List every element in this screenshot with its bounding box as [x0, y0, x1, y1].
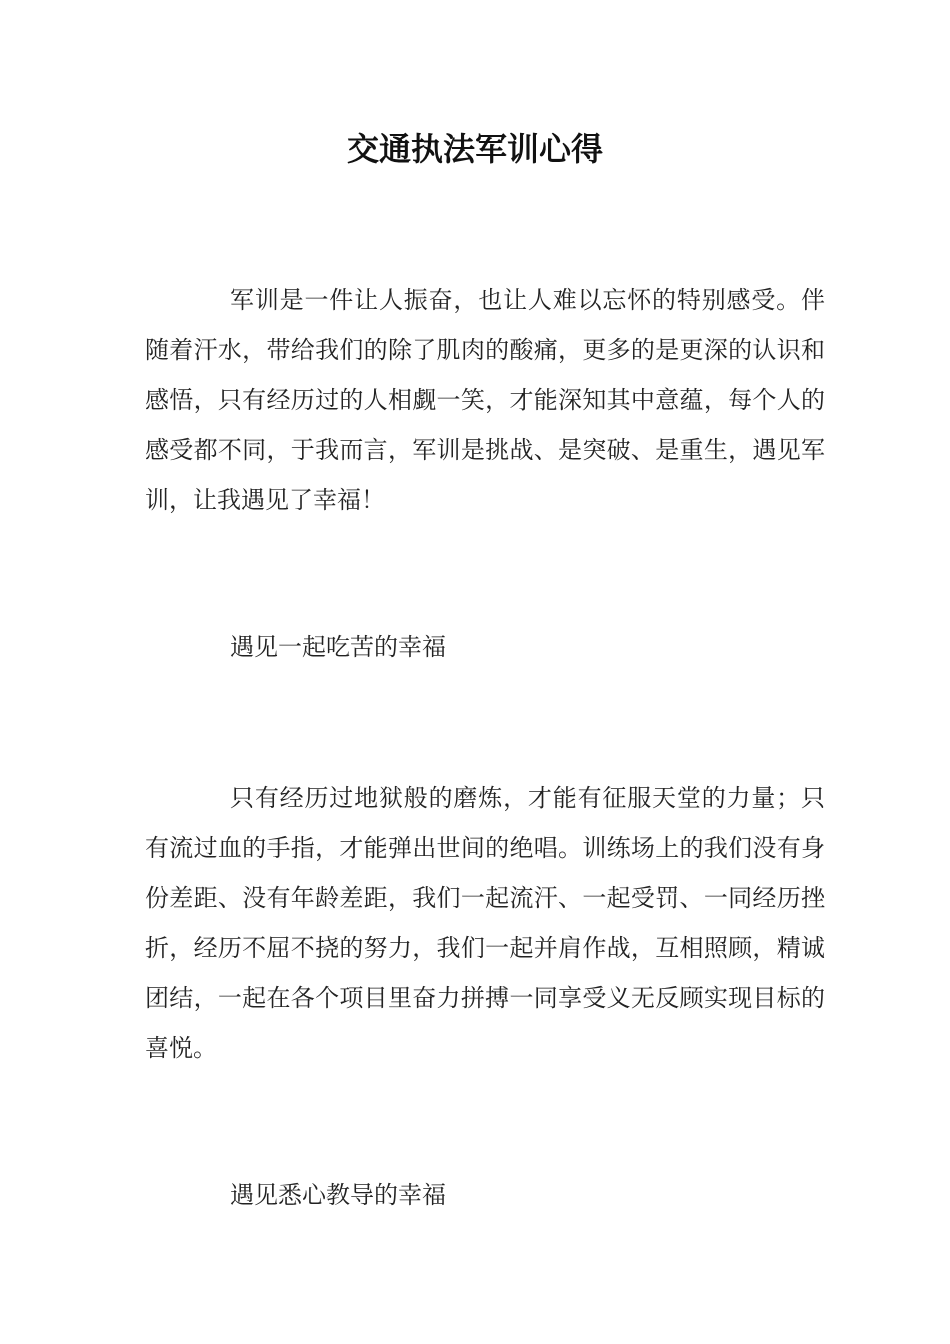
section-heading-hardship: 遇见一起吃苦的幸福 [230, 633, 446, 661]
document-title: 交通执法军训心得 [346, 130, 603, 168]
section-heading-guidance: 遇见悉心教导的幸福 [230, 1181, 446, 1209]
hardship-paragraph: 只有经历过地狱般的磨炼，才能有征服天堂的力量；只有流过血的手指，才能弹出世间的绝唱。训练场上的我们没有身份差距、没有年龄差距，我们一起流汗、一起受罚、一同经历挫折，经历不屈不挠的努力，我们一起并肩作战，互相照顾，精诚团结，一起在各个项目里奋力拼搏一同享受义无反顾实现目标的喜悦。 [145, 784, 825, 1062]
intro-paragraph: 军训是一件让人振奋，也让人难以忘怀的特别感受。伴随着汗水，带给我们的除了肌肉的酸痛，更多的是更深的认识和感悟，只有经历过的人相觑一笑，才能深知其中意蕴，每个人的感受都不同，于我而言，军训是挑战、是突破、是重生，遇见军训，让我遇见了幸福！ [145, 286, 825, 514]
